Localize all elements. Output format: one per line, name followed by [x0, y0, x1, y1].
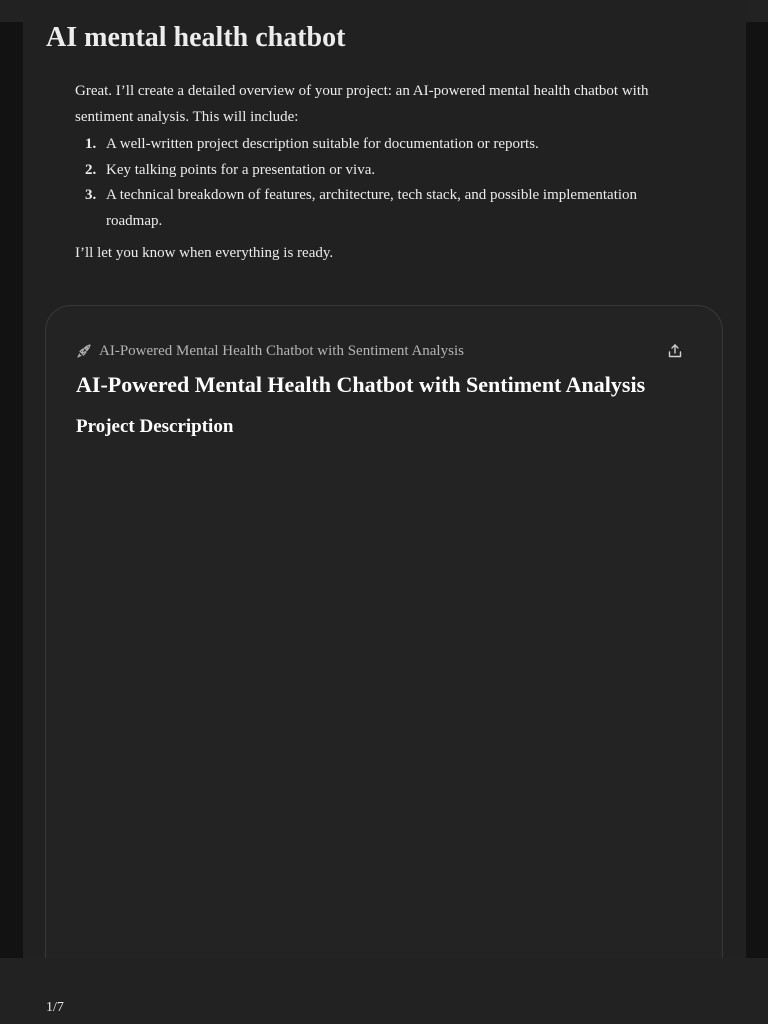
report-title: AI-Powered Mental Health Chatbot with Sentiment Analysis [76, 372, 646, 397]
message-intro: Great. I’ll create a detailed overview of your project: an AI-powered mental health chatbot with sentiment analysis. This will include: [75, 83, 649, 125]
report-card-label: AI-Powered Mental Health Chatbot with Sentiment Analysis [99, 343, 464, 359]
list-item [75, 183, 675, 234]
bottom-bar [0, 958, 768, 1024]
message-list [75, 132, 675, 234]
share-icon [667, 343, 683, 359]
conversation-title: AI mental health chatbot [46, 22, 346, 53]
message-outro: I’ll let you know when everything is ready. [75, 245, 334, 261]
list-item-number: 2. [85, 161, 97, 178]
page-indicator: 1/7 [46, 1000, 64, 1015]
list-item-number: 1. [85, 136, 97, 152]
assistant-message [75, 78, 675, 266]
conversation-area[interactable] [23, 0, 746, 958]
section-heading: Project Description [76, 416, 234, 437]
list-item [75, 158, 675, 184]
list-item-text: A well-written project description suitable for documentation or reports. [106, 136, 539, 152]
share-button[interactable] [664, 340, 686, 362]
list-item-text: A technical breakdown of features, architecture, tech stack, and possible implementation roadmap. [106, 187, 638, 229]
right-panel-edge [746, 22, 768, 958]
list-item-text: Key talking points for a presentation or viva. [106, 161, 376, 178]
rocket-icon [76, 343, 92, 359]
list-item [75, 132, 675, 158]
research-report-card[interactable] [45, 305, 723, 958]
left-panel-edge [0, 22, 23, 958]
report-card-header [76, 340, 686, 362]
list-item-number: 3. [85, 187, 97, 203]
